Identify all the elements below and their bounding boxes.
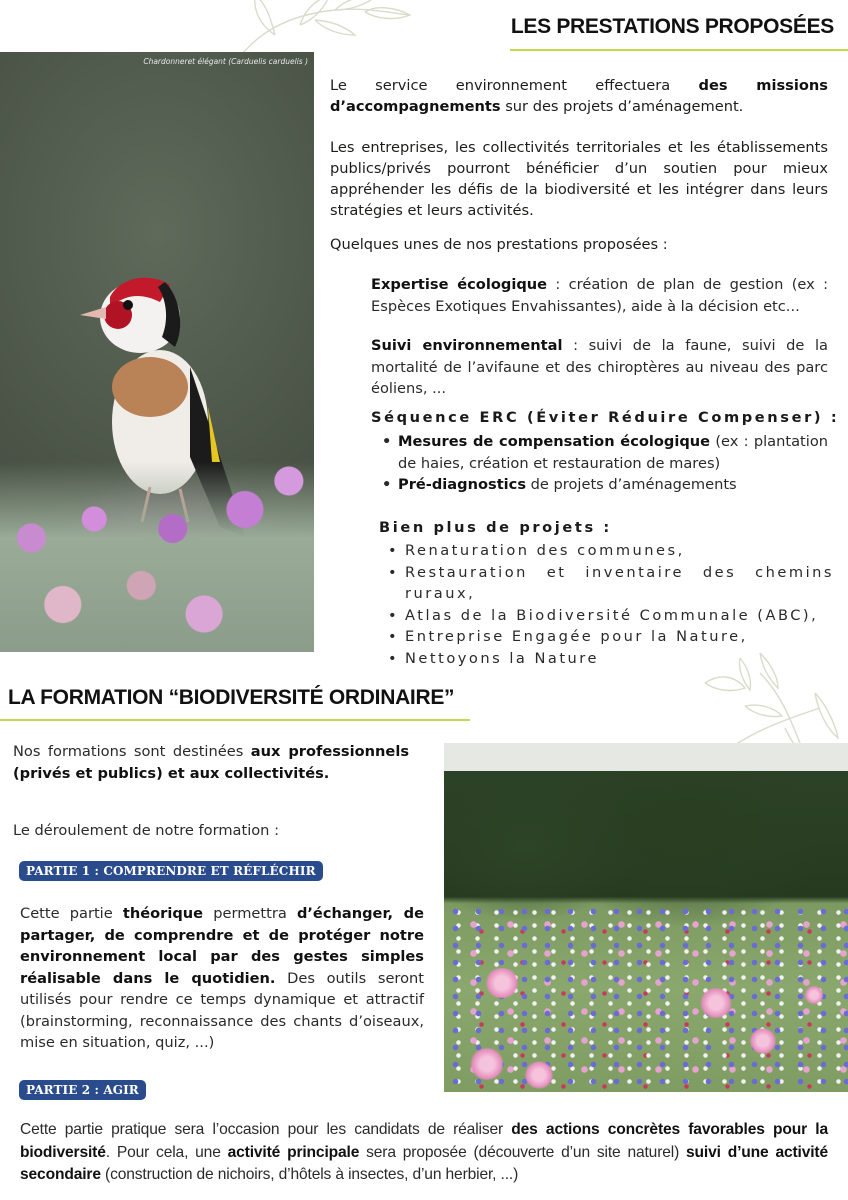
more-projects-heading: Bien plus de projets :	[379, 519, 612, 536]
erc-list	[380, 431, 828, 496]
cosmos-flower-icon	[804, 986, 824, 1004]
list-item: • Entreprise Engagée pour la Nature,	[388, 626, 834, 648]
formation-intro: Nos formations sont destinées aux professionnels (privés et publics) et aux collectivités.	[13, 743, 410, 782]
intro-paragraph-2: Les entreprises, les collectivités territoriales et les établissements publics/privés pourront bénéficier d’un soutien pour mieux appréhender les défis de la biodiversité et les intégrer dans leurs stratégies et leurs activités.	[330, 139, 828, 219]
partie-2-badge: PARTIE 2 : AGIR	[19, 1080, 146, 1100]
erc-heading: Séquence ERC (Éviter Réduire Compenser) :	[371, 409, 840, 426]
cosmos-flower-icon	[699, 988, 733, 1018]
cosmos-flower-icon	[484, 968, 520, 998]
formation-deroulement: Le déroulement de notre formation :	[13, 822, 279, 839]
title-underline	[510, 49, 848, 51]
list-item: • Nettoyons la Nature	[388, 648, 834, 670]
list-item: • Pré-diagnostics de projets d’aménagements	[380, 474, 828, 496]
service-suivi: Suivi environnemental : suivi de la faune, suivi de la mortalité de l’avifaune et des chiroptères au niveau des parc éoliens, ...	[371, 337, 828, 397]
photo-caption: Chardonneret élégant (Carduelis carduelis )	[143, 57, 308, 66]
intro-paragraph-1: Le service environnement effectuera des missions d’accompagnements sur des projets d’aménagement.	[330, 77, 828, 115]
list-item: • Atlas de la Biodiversité Communale (ABC),	[388, 605, 834, 627]
cosmos-flower-icon	[469, 1048, 505, 1080]
partie-2-description: Cette partie pratique sera l’occasion pour les candidats de réaliser des actions concrètes favorables pour la biodiversité. Pour cela, une activité principale sera proposée (découverte d’un site naturel) suivi d’une activité secondaire (construction de nichoirs, d’hôtels à insectes, d’un herbier, ...)	[20, 1121, 828, 1183]
more-projects-list	[388, 540, 834, 669]
partie-1-description: Cette partie théorique permettra d’échanger, de partager, de comprendre et de protéger notre environnement local par des gestes simples réalisable dans le quotidien. Des outils seront utilisés pour rendre ce temps dynamique et attractif (brainstorming, reconnaissance des chants d’oiseaux, mise en situation, quiz, ...)	[20, 905, 425, 1051]
cosmos-flower-icon	[749, 1028, 777, 1054]
cosmos-flower-icon	[524, 1061, 554, 1089]
goldfinch-photo	[0, 52, 314, 652]
thistle-flowers	[0, 462, 314, 652]
section-title-prestations: LES PRESTATIONS PROPOSÉES	[510, 15, 834, 38]
list-item: • Restauration et inventaire des chemins ruraux,	[388, 562, 834, 605]
section-title-formation: LA FORMATION “BIODIVERSITÉ ORDINAIRE”	[8, 686, 455, 709]
intro-paragraph-3: Quelques unes de nos prestations proposées :	[330, 236, 668, 253]
partie-1-badge: PARTIE 1 : COMPRENDRE ET RÉFLÉCHIR	[19, 861, 323, 881]
list-item: • Renaturation des communes,	[388, 540, 834, 562]
list-item: • Mesures de compensation écologique (ex : plantation de haies, création et restauration de mares)	[380, 431, 828, 474]
title-underline	[0, 719, 470, 721]
meadow-photo	[444, 743, 848, 1092]
service-expertise: Expertise écologique : création de plan de gestion (ex : Espèces Exotiques Envahissantes), aide à la décision etc...	[371, 276, 829, 315]
